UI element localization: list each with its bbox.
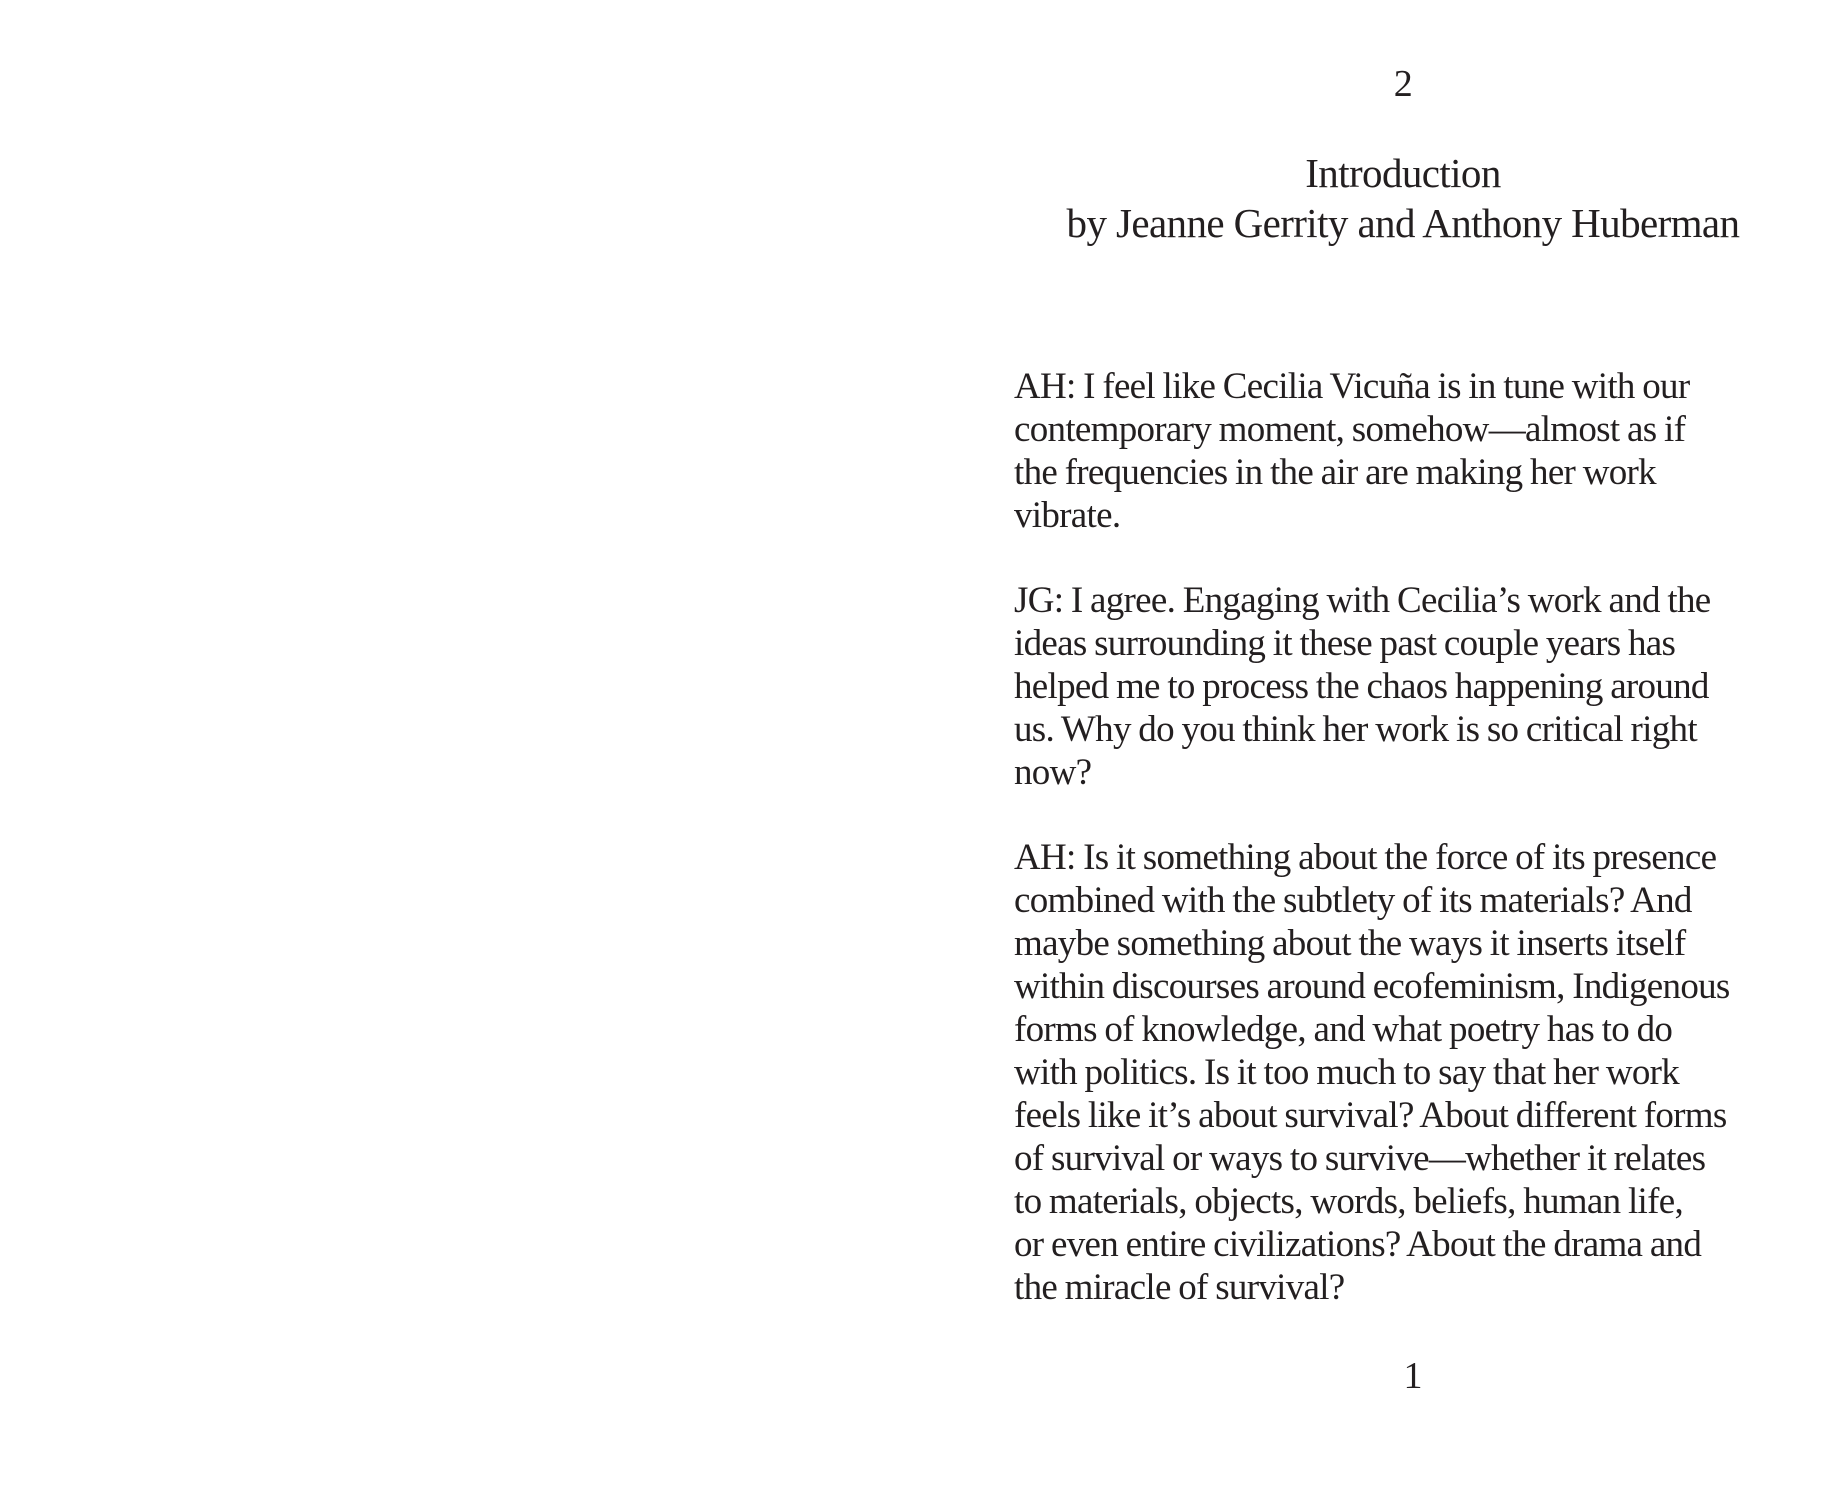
top-page-number: 2: [1393, 63, 1413, 105]
text-line: feels like it’s about survival? About different forms: [1014, 1095, 1727, 1136]
text-line: ideas surrounding it these past couple years has: [1014, 623, 1676, 664]
text-line: the frequencies in the air are making her work: [1014, 452, 1656, 493]
text-line: now?: [1014, 752, 1092, 793]
text-line: JG: I agree. Engaging with Cecilia’s work and the: [1014, 580, 1711, 621]
text-line: or even entire civilizations? About the drama and: [1014, 1224, 1702, 1265]
text-line: helped me to process the chaos happening around: [1014, 666, 1709, 707]
text-line: us. Why do you think her work is so critical right: [1014, 709, 1697, 750]
title-block: [960, 148, 1842, 248]
text-line: vibrate.: [1014, 495, 1121, 536]
text-line: AH: Is it something about the force of its presence: [1014, 837, 1717, 878]
text-line: AH: I feel like Cecilia Vicuña is in tune with our: [1014, 366, 1690, 407]
page-title: Introduction: [1305, 150, 1501, 196]
body-text: [1014, 365, 1814, 1351]
text-line: contemporary moment, somehow—almost as if: [1014, 409, 1686, 450]
paragraph-jg-1: [1014, 579, 1814, 794]
text-line: maybe something about the ways it inserts itself: [1014, 923, 1686, 964]
text-line: the miracle of survival?: [1014, 1267, 1345, 1308]
text-line: with politics. Is it too much to say that her work: [1014, 1052, 1680, 1093]
paragraph-ah-2: [1014, 836, 1814, 1309]
paragraph-ah-1: [1014, 365, 1814, 537]
bottom-page-number: 1: [1403, 1355, 1423, 1397]
text-line: combined with the subtlety of its materials? And: [1014, 880, 1692, 921]
text-line: to materials, objects, words, beliefs, human life,: [1014, 1181, 1684, 1222]
text-line: forms of knowledge, and what poetry has to do: [1014, 1009, 1673, 1050]
text-line: of survival or ways to survive—whether it relates: [1014, 1138, 1706, 1179]
byline: by Jeanne Gerrity and Anthony Huberman: [1066, 200, 1740, 246]
text-line: within discourses around ecofeminism, Indigenous: [1014, 966, 1730, 1007]
